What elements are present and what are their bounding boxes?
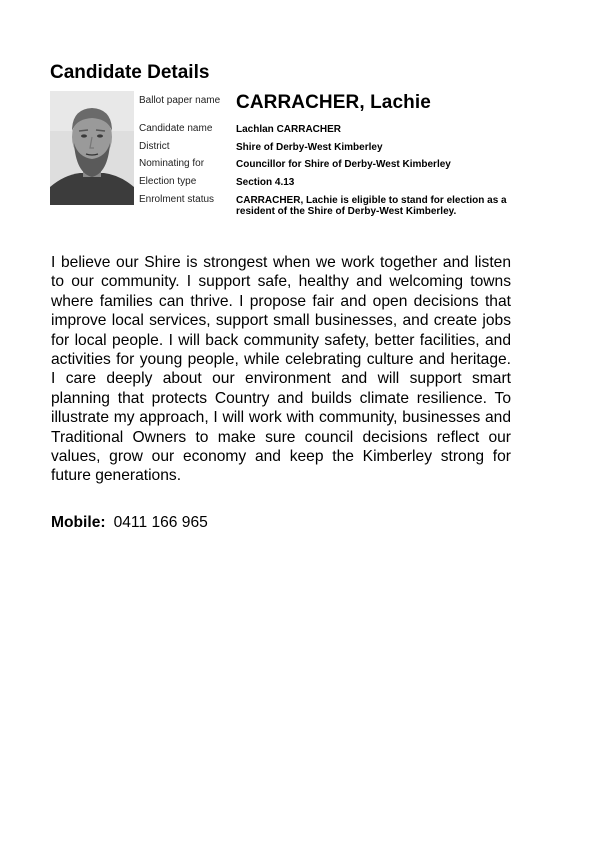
district-label: District (139, 140, 170, 152)
candidate-photo (50, 91, 134, 205)
mobile-number: 0411 166 965 (113, 514, 208, 531)
election-type-row (139, 176, 519, 194)
enrolment-status-label: Enrolment status (139, 193, 215, 205)
election-type-value: Section 4.13 (236, 177, 295, 189)
candidate-name-label: Candidate name (139, 123, 213, 134)
nominating-label: Nominating for (139, 158, 205, 170)
enrolment-status-row (139, 194, 519, 217)
candidate-details (139, 93, 519, 217)
ballot-name-value: CARRACHER, Lachie (236, 92, 431, 113)
enrolment-status-value: CARRACHER, Lachie is eligible to stand for election as a resident of the Shire of Derby-West Kimberley. (236, 194, 507, 217)
nominating-row (139, 158, 519, 176)
nominating-value: Councillor for Shire of Derby-West Kimberley (236, 159, 451, 171)
district-value: Shire of Derby-West Kimberley (236, 141, 383, 153)
election-type-label: Election type (139, 176, 197, 188)
candidate-portrait-icon (50, 91, 134, 205)
candidate-name-value: Lachlan CARRACHER (236, 124, 342, 135)
contact-line (51, 513, 208, 532)
mobile-label: Mobile: (51, 514, 106, 531)
district-row (139, 141, 519, 159)
candidate-statement: I believe our Shire is strongest when we work together and listen to our community. I support safe, healthy and welcoming towns where families can thrive. I propose fair and open decisions that improve local services, support small businesses, and create jobs for local people. I will back community safety, better facilities, and activities for young people, while celebrating culture and heritage. I care deeply about our environment and will support smart planning that protects Country and builds climate resilience. To illustrate my approach, I will work with community, businesses and Traditional Owners to make sure council decisions reflect our values, grow our economy and keep the Kimberley strong for future generations. (51, 254, 511, 485)
ballot-name-label: Ballot paper name (139, 95, 221, 106)
candidate-name-row (139, 123, 519, 141)
ballot-name-row (139, 93, 519, 123)
page-title: Candidate Details (50, 62, 210, 83)
